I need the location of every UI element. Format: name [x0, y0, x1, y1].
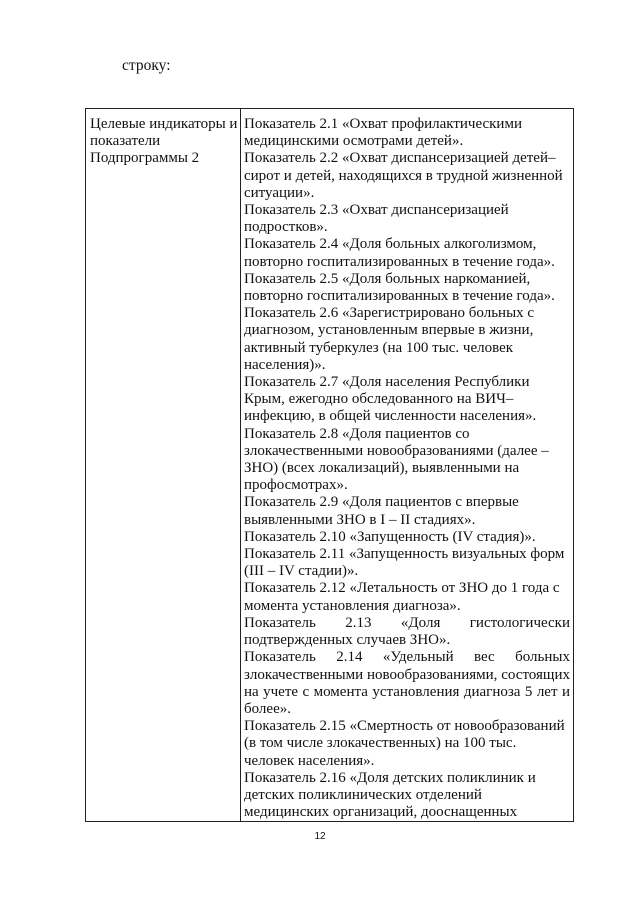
- table-left-label: Целевые индикаторы и показатели Подпрограммы 2: [90, 116, 238, 166]
- indicator-item: Показатель 2.13 «Доля гистологически подтвержденных случаев ЗНО».: [244, 614, 570, 649]
- indicator-item: Показатель 2.5 «Доля больных наркоманией, повторно госпитализированных в течение года».: [244, 270, 555, 305]
- table-right-cell: [244, 116, 570, 821]
- indicator-item: Показатель 2.15 «Смертность от новообразований (в том числе злокачественных) на 100 тыс. человек населения».: [244, 718, 565, 769]
- indicator-item: Показатель 2.2 «Охват диспансеризацией детей–сирот и детей, находящихся в трудной жизненной ситуации».: [244, 150, 563, 201]
- indicator-item: Показатель 2.16 «Доля детских поликлиник и детских поликлинических отделений медицинских организаций, дооснащенных: [244, 769, 536, 821]
- indicator-item: Показатель 2.12 «Летальность от ЗНО до 1 года с момента установления диагноза».: [244, 580, 560, 614]
- indicator-item: Показатель 2.10 «Запущенность (IV стадия)».: [244, 528, 536, 545]
- column-divider: [240, 109, 241, 821]
- indicator-item: Показатель 2.7 «Доля населения Республики Крым, ежегодно обследованного на ВИЧ–инфекцию, в общей численности населения».: [244, 374, 537, 425]
- indicator-item: Показатель 2.1 «Охват профилактическими медицинскими осмотрами детей».: [244, 116, 522, 150]
- indicators-table: [85, 108, 574, 822]
- page-number: 12: [314, 831, 326, 842]
- indicator-item: Показатель 2.4 «Доля больных алкоголизмом, повторно госпитализированных в течение года».: [244, 236, 555, 270]
- intro-text: строку:: [122, 57, 171, 74]
- indicator-item: Показатель 2.3 «Охват диспансеризацией подростков».: [244, 202, 509, 236]
- indicator-item: Показатель 2.14 «Удельный вес больных злокачественными новообразованиями, состоящих на учете с момента установления диагноза 5 лет и более».: [244, 649, 570, 717]
- indicator-item: Показатель 2.6 «Зарегистрировано больных с диагнозом, установленным впервые в жизни, активный туберкулез (на 100 тыс. человек населения)».: [244, 305, 535, 373]
- indicator-item: Показатель 2.11 «Запущенность визуальных форм (III – IV стадии)».: [244, 546, 565, 580]
- indicator-item: Показатель 2.8 «Доля пациентов со злокачественными новообразованиями (далее – ЗНО) (всех локализаций), выявленными на профосмотрах».: [244, 425, 549, 494]
- indicator-item: Показатель 2.9 «Доля пациентов с впервые выявленными ЗНО в I – II стадиях».: [244, 494, 519, 528]
